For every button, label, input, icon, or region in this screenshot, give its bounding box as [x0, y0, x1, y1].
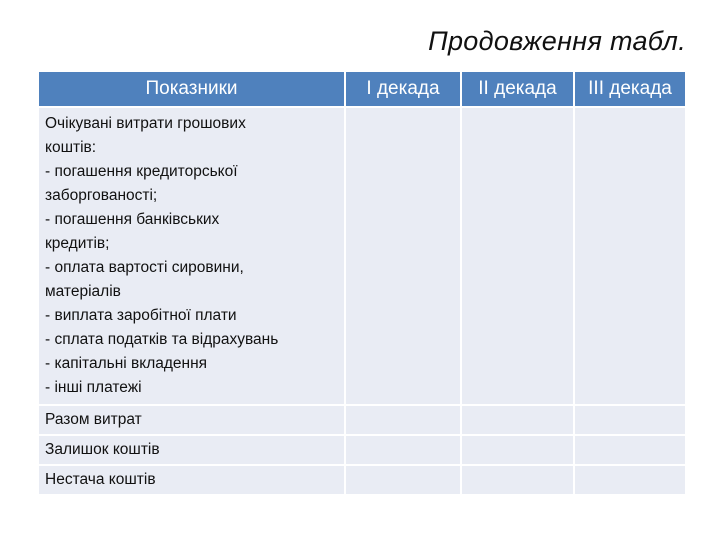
- header-decade-2: ІІ декада: [461, 71, 574, 107]
- label-line: - капітальні вкладення: [45, 355, 208, 372]
- decade-3-cell: [574, 465, 686, 495]
- total-expenses-label: Разом витрат: [38, 405, 345, 435]
- indicators-table: [37, 70, 687, 496]
- decade-2-cell: [461, 465, 574, 495]
- decade-3-cell: [574, 435, 686, 465]
- slide-title: Продовження табл.: [428, 26, 686, 56]
- decade-3-cell: [574, 405, 686, 435]
- decade-2-cell: [461, 435, 574, 465]
- decade-3-cell: [574, 107, 686, 405]
- table-row-cash-shortage: [38, 465, 686, 495]
- header-decade-3: ІІІ декада: [574, 71, 686, 107]
- label-line: - інші платежі: [45, 379, 142, 396]
- table-row-total-expenses: [38, 405, 686, 435]
- label-line: заборгованості;: [45, 187, 158, 204]
- table-row-cash-balance: [38, 435, 686, 465]
- table-header-row: [38, 71, 686, 107]
- decade-2-cell: [461, 107, 574, 405]
- label-line: - сплата податків та відрахувань: [45, 331, 279, 348]
- label-line: - виплата заробітної плати: [45, 307, 237, 324]
- label-line: - погашення банківських: [45, 211, 220, 228]
- expected-expenses-label: [38, 107, 345, 405]
- decade-1-cell: [345, 435, 461, 465]
- cash-balance-label: Залишок коштів: [38, 435, 345, 465]
- label-line: кредитів;: [45, 235, 110, 252]
- label-line: - оплата вартості сировини,: [45, 259, 244, 276]
- cash-shortage-label: Нестача коштів: [38, 465, 345, 495]
- decade-1-cell: [345, 465, 461, 495]
- label-line: коштів:: [45, 139, 97, 156]
- label-line: - погашення кредиторської: [45, 163, 238, 180]
- decade-2-cell: [461, 405, 574, 435]
- label-line: Очікувані витрати грошових: [45, 115, 246, 132]
- decade-1-cell: [345, 107, 461, 405]
- header-indicators: Показники: [38, 71, 345, 107]
- table-row-expected-expenses: [38, 107, 686, 405]
- header-decade-1: І декада: [345, 71, 461, 107]
- label-line: матеріалів: [45, 283, 121, 300]
- decade-1-cell: [345, 405, 461, 435]
